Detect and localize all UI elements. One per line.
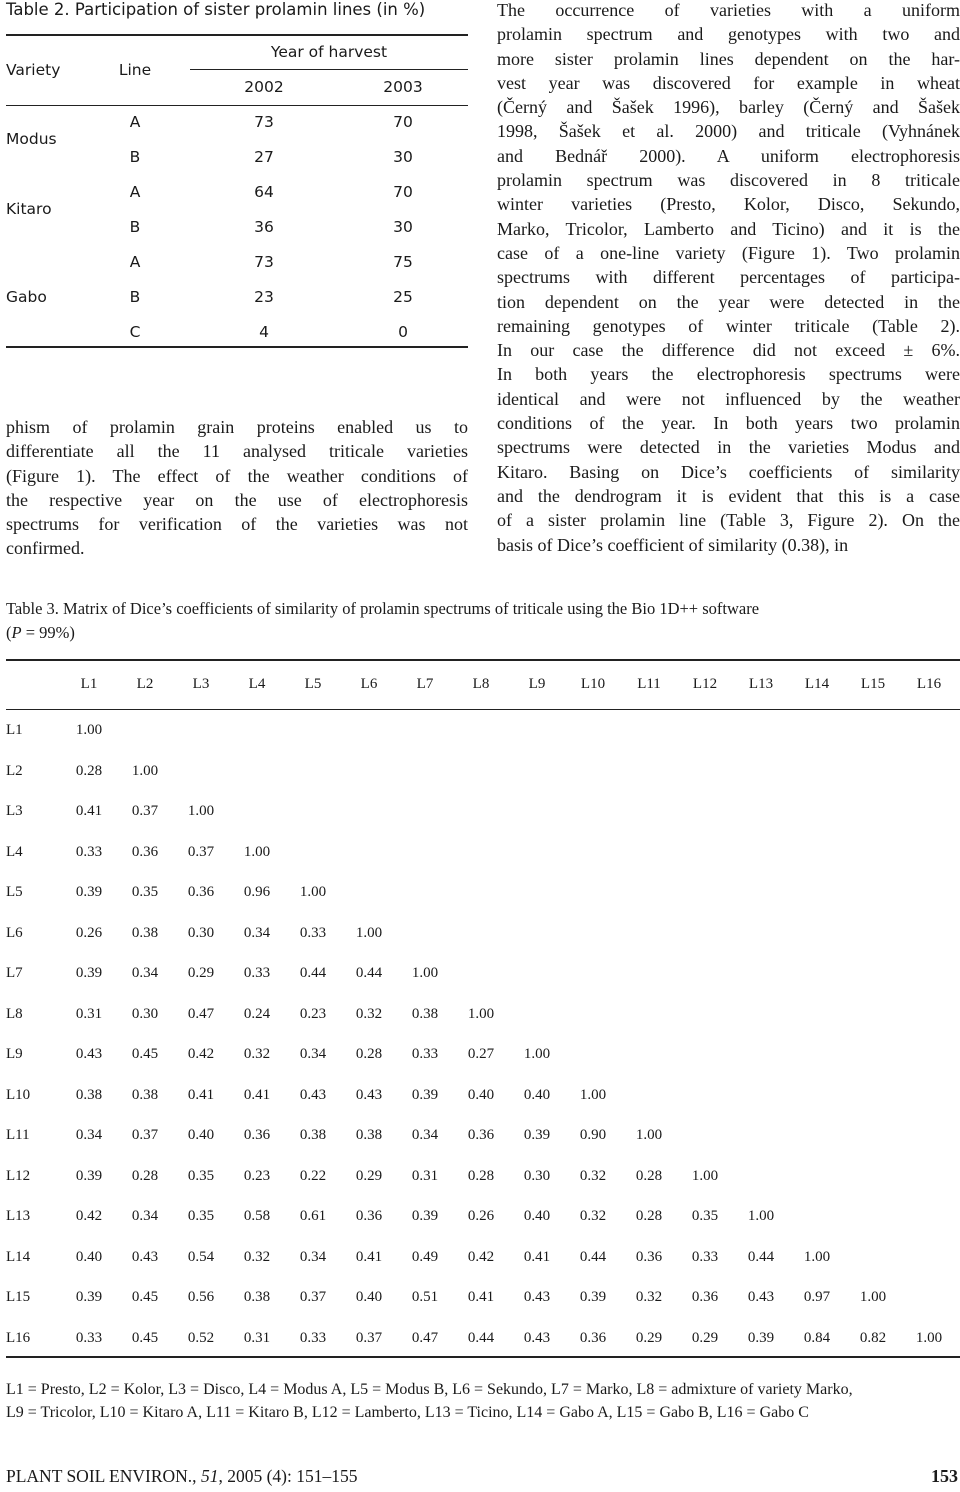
table3-cell: 0.44 bbox=[747, 1248, 775, 1265]
table3-cell: 0.40 bbox=[523, 1208, 551, 1224]
table2-line-cell: C bbox=[129, 323, 141, 341]
table2-2003-cell: 0 bbox=[398, 323, 408, 341]
table3-cell: 1.00 bbox=[691, 1167, 719, 1184]
table3-footnote bbox=[6, 1378, 960, 1424]
text-line: basis of Dice’s coefficient of similarity (0.38), in bbox=[497, 534, 849, 555]
table3-cell: 0.30 bbox=[523, 1167, 551, 1184]
table3-cell: 0.96 bbox=[243, 884, 271, 900]
table3-cell: 0.36 bbox=[467, 1127, 495, 1143]
table3-column-header: L9 bbox=[528, 676, 546, 692]
table3-cell: 0.47 bbox=[411, 1329, 439, 1346]
table3-cell: 1.00 bbox=[187, 803, 215, 819]
table3-cell: 0.39 bbox=[579, 1289, 607, 1305]
table3-cell: 0.23 bbox=[243, 1167, 271, 1184]
table3-footnote-line2: L9 = Tricolor, L10 = Kitaro A, L11 = Kitaro B, L12 = Lamberto, L13 = Ticino, L14 = Gabo A, L15 = Gabo B, L16 = Gabo C bbox=[6, 1404, 809, 1421]
text-line: prolamin spectrum was discovered in 8 triticale bbox=[497, 170, 960, 191]
table3-cell: 0.36 bbox=[635, 1248, 663, 1265]
table3-cell: 0.31 bbox=[75, 1005, 103, 1022]
table3-row-label: L7 bbox=[6, 965, 23, 981]
table3-row-label: L12 bbox=[6, 1167, 31, 1184]
table3-cell: 0.27 bbox=[467, 1046, 495, 1062]
table3-row-label: L13 bbox=[6, 1208, 31, 1224]
table3-cell: 0.31 bbox=[243, 1329, 271, 1346]
table2-line-cell: B bbox=[129, 288, 141, 306]
table3-column-header: L7 bbox=[416, 676, 434, 692]
table3-cell: 0.29 bbox=[691, 1329, 719, 1346]
text-line: of a sister prolamin line (Table 3, Figure 2). On the bbox=[497, 510, 960, 531]
table3-cell: 0.40 bbox=[467, 1086, 495, 1103]
table3-cell: 0.23 bbox=[299, 1005, 327, 1022]
table3-cell: 1.00 bbox=[467, 1005, 495, 1022]
table2-2002-cell: 23 bbox=[254, 288, 274, 306]
table2-header-2003: 2003 bbox=[383, 78, 423, 96]
text-line: Marko, Tricolor, Lamberto and Ticino) and it is the bbox=[497, 218, 960, 239]
table3-cell: 0.45 bbox=[131, 1329, 159, 1346]
table3-column-header: L5 bbox=[304, 676, 322, 692]
table3-cell: 1.00 bbox=[523, 1046, 551, 1062]
table3-cell: 0.34 bbox=[75, 1127, 103, 1143]
table2-header-line: Line bbox=[118, 61, 152, 79]
table3-cell: 1.00 bbox=[75, 722, 103, 738]
text-line: case of a one-line variety (Figure 1). Two prolamin bbox=[497, 242, 960, 263]
table3-cell: 1.00 bbox=[803, 1248, 831, 1265]
table3-cell: 0.33 bbox=[691, 1248, 719, 1265]
table3-row-label: L11 bbox=[6, 1127, 30, 1143]
table3-cell: 0.26 bbox=[75, 924, 103, 941]
text-line: the respective year on the use of electrophoresis bbox=[6, 489, 468, 510]
text-line: spectrums for verification of the varieties was not bbox=[6, 514, 468, 535]
table3-cell: 0.90 bbox=[579, 1127, 607, 1143]
table3-column-header: L2 bbox=[136, 676, 154, 692]
table3-cell: 0.39 bbox=[411, 1208, 439, 1224]
table2-2002-cell: 73 bbox=[254, 253, 274, 271]
table3-cell: 0.36 bbox=[243, 1127, 271, 1143]
table3-row-label: L6 bbox=[6, 924, 23, 941]
table3-cell: 0.32 bbox=[635, 1289, 663, 1305]
table3-cell: 0.58 bbox=[243, 1208, 271, 1224]
table3-cell: 0.39 bbox=[75, 884, 103, 900]
table3-cell: 0.28 bbox=[467, 1167, 495, 1184]
table2-header-variety: Variety bbox=[6, 61, 61, 79]
text-line: In our case the difference did not exceed ± 6%. bbox=[497, 340, 960, 361]
table3-row-label: L4 bbox=[6, 843, 23, 860]
table3-cell: 0.43 bbox=[747, 1289, 775, 1305]
table3-cell: 0.44 bbox=[467, 1329, 495, 1346]
table2-line-cell: A bbox=[129, 183, 141, 201]
table3-cell: 0.31 bbox=[411, 1167, 439, 1184]
table3-column-header: L15 bbox=[860, 676, 886, 692]
table3-cell: 0.42 bbox=[467, 1248, 495, 1265]
left-column-paragraph bbox=[6, 415, 468, 561]
table3-cell: 0.29 bbox=[635, 1329, 663, 1346]
table3-bottom-rule bbox=[6, 1356, 960, 1358]
table3-cell: 0.51 bbox=[411, 1289, 439, 1305]
text-line: identical and were not influenced by the weather bbox=[497, 388, 960, 409]
table3-cell: 0.43 bbox=[523, 1329, 551, 1346]
table2-bottom-rule bbox=[6, 346, 468, 348]
table2-2003-cell: 70 bbox=[393, 183, 413, 201]
table3-cell: 0.32 bbox=[579, 1167, 607, 1184]
table3-cell: 0.28 bbox=[355, 1046, 383, 1062]
table3-cell: 0.82 bbox=[859, 1329, 887, 1346]
table3-cell: 0.34 bbox=[299, 1248, 327, 1265]
table3-cell: 0.34 bbox=[411, 1127, 439, 1143]
table3-cell: 0.32 bbox=[243, 1046, 271, 1062]
table3-cell: 0.39 bbox=[75, 1167, 103, 1184]
text-line: tion dependent on the year were detected in the bbox=[497, 291, 960, 312]
table2-line-cell: B bbox=[129, 218, 141, 236]
table3-cell: 0.39 bbox=[75, 1289, 103, 1305]
table3-cell: 1.00 bbox=[579, 1086, 607, 1103]
table3-cell: 0.40 bbox=[75, 1248, 103, 1265]
table3-cell: 0.33 bbox=[75, 1329, 103, 1346]
table3-cell: 0.39 bbox=[75, 965, 103, 981]
page-number: 153 bbox=[931, 1466, 958, 1486]
table3-top-rule bbox=[6, 659, 960, 661]
table3-cell: 1.00 bbox=[131, 762, 159, 779]
table3-cell: 0.61 bbox=[299, 1208, 327, 1224]
table3-cell: 1.00 bbox=[747, 1208, 775, 1224]
table3-cell: 0.33 bbox=[75, 843, 103, 860]
table3-cell: 0.39 bbox=[747, 1329, 775, 1346]
table3-cell: 0.30 bbox=[187, 924, 215, 941]
table3-cell: 0.38 bbox=[75, 1086, 103, 1103]
table3-cell: 0.34 bbox=[131, 1208, 159, 1224]
table3-cell: 0.41 bbox=[355, 1248, 383, 1265]
table2-variety-cell: Gabo bbox=[6, 288, 47, 306]
table2-2002-cell: 64 bbox=[254, 183, 274, 201]
text-line: and the dendrogram it is evident that this is a case bbox=[497, 485, 960, 506]
table3-cell: 0.40 bbox=[187, 1127, 215, 1143]
table3-cell: 0.41 bbox=[523, 1248, 551, 1265]
table3-cell: 0.54 bbox=[187, 1248, 215, 1265]
table3-cell: 0.38 bbox=[243, 1289, 271, 1305]
table3-column-header: L10 bbox=[580, 676, 606, 692]
table3-cell: 1.00 bbox=[915, 1329, 943, 1346]
table3-column-header: L13 bbox=[748, 676, 774, 692]
table2-variety-cell: Kitaro bbox=[6, 200, 52, 218]
table3-cell: 0.34 bbox=[299, 1046, 327, 1062]
table2-2002-cell: 27 bbox=[254, 148, 274, 166]
table3-cell: 0.41 bbox=[467, 1289, 495, 1305]
table3-cell: 0.39 bbox=[523, 1127, 551, 1143]
table3-cell: 0.43 bbox=[75, 1046, 103, 1062]
table3-cell: 0.28 bbox=[635, 1208, 663, 1224]
table3-cell: 0.34 bbox=[131, 965, 159, 981]
table3-row-label: L10 bbox=[6, 1086, 31, 1103]
table2-2003-cell: 75 bbox=[393, 253, 413, 271]
table3-cell: 0.35 bbox=[131, 884, 159, 900]
table3-cell: 0.38 bbox=[131, 1086, 159, 1103]
table3-cell: 0.84 bbox=[803, 1329, 831, 1346]
table3-cell: 0.97 bbox=[803, 1289, 831, 1305]
table3-cell: 0.41 bbox=[187, 1086, 215, 1103]
table3-cell: 0.42 bbox=[187, 1046, 215, 1062]
table3-cell: 0.38 bbox=[131, 924, 159, 941]
table3-row-label: L14 bbox=[6, 1248, 31, 1265]
table3-cell: 1.00 bbox=[299, 884, 327, 900]
table3-cell: 0.49 bbox=[411, 1248, 439, 1265]
table3-cell: 0.40 bbox=[355, 1289, 383, 1305]
table2-line-cell: A bbox=[129, 253, 141, 271]
table2-2003-cell: 30 bbox=[393, 148, 413, 166]
table3-cell: 0.29 bbox=[355, 1167, 383, 1184]
table3-cell: 0.40 bbox=[523, 1086, 551, 1103]
table3-cell: 0.35 bbox=[187, 1208, 215, 1224]
table3-cell: 0.43 bbox=[355, 1086, 383, 1103]
table3-cell: 0.28 bbox=[131, 1167, 159, 1184]
table3-cell: 0.35 bbox=[187, 1167, 215, 1184]
table2-2002-cell: 73 bbox=[254, 113, 274, 131]
table3-cell: 0.39 bbox=[411, 1086, 439, 1103]
table3-cell: 0.38 bbox=[299, 1127, 327, 1143]
table3-column-header: L4 bbox=[248, 676, 266, 692]
table3-row-label: L8 bbox=[6, 1005, 23, 1022]
table2-header-2002: 2002 bbox=[244, 78, 284, 96]
table3-cell: 0.34 bbox=[243, 924, 271, 941]
table3-cell: 0.41 bbox=[75, 803, 103, 819]
table3-column-header: L11 bbox=[637, 676, 661, 692]
table3-cell: 0.43 bbox=[299, 1086, 327, 1103]
text-line: remaining genotypes of winter triticale (Table 2). bbox=[497, 315, 960, 336]
text-line: In both years the electrophoresis spectrums were bbox=[497, 364, 960, 385]
journal-citation: PLANT SOIL ENVIRON., 51, 2005 (4): 151–155 bbox=[6, 1466, 358, 1486]
table3-cell: 0.45 bbox=[131, 1289, 159, 1305]
text-line: prolamin spectrum and genotypes with two and bbox=[497, 24, 960, 45]
table3-column-header: L12 bbox=[692, 676, 718, 692]
table3-cell: 0.33 bbox=[411, 1046, 439, 1062]
text-line: more sister prolamin lines dependent on the har- bbox=[497, 48, 960, 69]
table2-header-year-group: Year of harvest bbox=[270, 43, 388, 61]
table3-cell: 0.44 bbox=[355, 965, 383, 981]
table3-cell: 1.00 bbox=[635, 1127, 663, 1143]
text-line: (Černý and Šašek 1996), barley (Černý and Šašek bbox=[497, 97, 960, 118]
table3-cell: 0.29 bbox=[187, 965, 215, 981]
text-line: 1998, Šašek et al. 2000) and triticale (Vyhnánek bbox=[497, 121, 960, 142]
table3-row-label: L15 bbox=[6, 1289, 31, 1305]
table3-cell: 0.43 bbox=[131, 1248, 159, 1265]
table2-variety-cell: Modus bbox=[6, 130, 57, 148]
table3-cell: 0.42 bbox=[75, 1208, 103, 1224]
table3-cell: 0.38 bbox=[411, 1005, 439, 1022]
table2-line-cell: A bbox=[129, 113, 141, 131]
table3-column-header: L6 bbox=[360, 676, 378, 692]
table3-cell: 0.28 bbox=[75, 762, 103, 779]
table3-header-rule bbox=[6, 709, 960, 710]
table2-year-rule bbox=[190, 69, 468, 70]
table3-column-header: L1 bbox=[80, 676, 98, 692]
table3-caption bbox=[6, 597, 960, 645]
table3-row-label: L1 bbox=[6, 722, 23, 738]
table2-top-rule bbox=[6, 34, 468, 36]
table2-2002-cell: 36 bbox=[254, 218, 274, 236]
table3-footnote-line1: L1 = Presto, L2 = Kolor, L3 = Disco, L4 = Modus A, L5 = Modus B, L6 = Sekundo, L7 = Marko, L8 = admixture of variety Marko, bbox=[6, 1381, 853, 1398]
table3-cell: 0.35 bbox=[691, 1208, 719, 1224]
text-line: confirmed. bbox=[6, 538, 85, 559]
table3-cell: 0.44 bbox=[579, 1248, 607, 1265]
text-line: Kitaro. Basing on Dice’s coefficients of similarity bbox=[497, 461, 960, 482]
table3-cell: 0.32 bbox=[579, 1208, 607, 1224]
table2-header-rule bbox=[6, 105, 468, 106]
right-column-paragraph bbox=[497, 0, 960, 557]
table3-row-label: L3 bbox=[6, 803, 23, 819]
table3-cell: 0.37 bbox=[131, 803, 159, 819]
table3-cell: 0.28 bbox=[635, 1167, 663, 1184]
table3-cell: 1.00 bbox=[243, 843, 271, 860]
table3-cell: 0.37 bbox=[299, 1289, 327, 1305]
table2-2003-cell: 25 bbox=[393, 288, 413, 306]
table3-cell: 0.32 bbox=[243, 1248, 271, 1265]
table3-caption-line2: (P = 99%) bbox=[6, 623, 75, 642]
table3-cell: 1.00 bbox=[411, 965, 439, 981]
table3-cell: 0.36 bbox=[579, 1329, 607, 1346]
table3-cell: 0.33 bbox=[243, 965, 271, 981]
text-line: spectrums with different percentages of participa- bbox=[497, 267, 960, 288]
table3-cell: 0.24 bbox=[243, 1005, 271, 1022]
table3-cell: 0.22 bbox=[299, 1167, 327, 1184]
table3-column-header: L14 bbox=[804, 676, 830, 692]
table3-cell: 0.47 bbox=[187, 1005, 215, 1022]
table3-cell: 0.36 bbox=[355, 1208, 383, 1224]
table3-cell: 0.36 bbox=[131, 843, 159, 860]
table3-cell: 0.32 bbox=[355, 1005, 383, 1022]
text-line: (Figure 1). The effect of the weather conditions of bbox=[6, 465, 468, 486]
table3-cell: 0.26 bbox=[467, 1208, 495, 1224]
table2-2003-cell: 70 bbox=[393, 113, 413, 131]
table3-cell: 0.38 bbox=[355, 1127, 383, 1143]
text-line: winter varieties (Presto, Kolor, Disco, Sekundo, bbox=[497, 194, 960, 215]
table2-2002-cell: 4 bbox=[259, 323, 269, 341]
table3-column-header: L3 bbox=[192, 676, 210, 692]
table3-row-label: L5 bbox=[6, 884, 23, 900]
table3-cell: 0.36 bbox=[691, 1289, 719, 1305]
text-line: and Bednář 2000). A uniform electrophoresis bbox=[497, 145, 960, 166]
table3-cell: 0.56 bbox=[187, 1289, 215, 1305]
text-line: The occurrence of varieties with a uniform bbox=[497, 0, 960, 20]
text-line: phism of prolamin grain proteins enabled us to bbox=[6, 417, 468, 437]
table3-cell: 0.45 bbox=[131, 1046, 159, 1062]
table3-column-header: L8 bbox=[472, 676, 490, 692]
table3-cell: 1.00 bbox=[859, 1289, 887, 1305]
table2-2003-cell: 30 bbox=[393, 218, 413, 236]
table3-cell: 0.30 bbox=[131, 1005, 159, 1022]
table3-row-label: L16 bbox=[6, 1329, 31, 1346]
table3-caption-line1: Table 3. Matrix of Dice’s coefficients of similarity of prolamin spectrums of triticale using the Bio 1D++ software bbox=[6, 599, 760, 618]
text-line: vest year was discovered for example in wheat bbox=[497, 72, 960, 93]
table3-cell: 0.37 bbox=[131, 1127, 159, 1143]
table3-cell: 0.44 bbox=[299, 965, 327, 981]
table2-caption: Table 2. Participation of sister prolamin lines (in %) bbox=[6, 0, 426, 19]
table3-cell: 0.37 bbox=[355, 1329, 383, 1346]
table2-line-cell: B bbox=[129, 148, 141, 166]
table3-cell: 0.33 bbox=[299, 1329, 327, 1346]
text-line: conditions of the year. In both years two prolamin bbox=[497, 413, 960, 434]
table3-cell: 0.41 bbox=[243, 1086, 271, 1103]
table3-row-label: L2 bbox=[6, 762, 23, 779]
text-line: differentiate all the 11 analysed triticale varieties bbox=[6, 441, 468, 462]
table3-row-label: L9 bbox=[6, 1046, 23, 1062]
table3-cell: 0.36 bbox=[187, 884, 215, 900]
table3-cell: 0.37 bbox=[187, 843, 215, 860]
table3-cell: 1.00 bbox=[355, 924, 383, 941]
table3-cell: 0.33 bbox=[299, 924, 327, 941]
table3-cell: 0.52 bbox=[187, 1329, 215, 1346]
text-line: spectrums were detected in the varieties Modus and bbox=[497, 437, 960, 458]
table3-column-header: L16 bbox=[916, 676, 942, 692]
table3-cell: 0.43 bbox=[523, 1289, 551, 1305]
